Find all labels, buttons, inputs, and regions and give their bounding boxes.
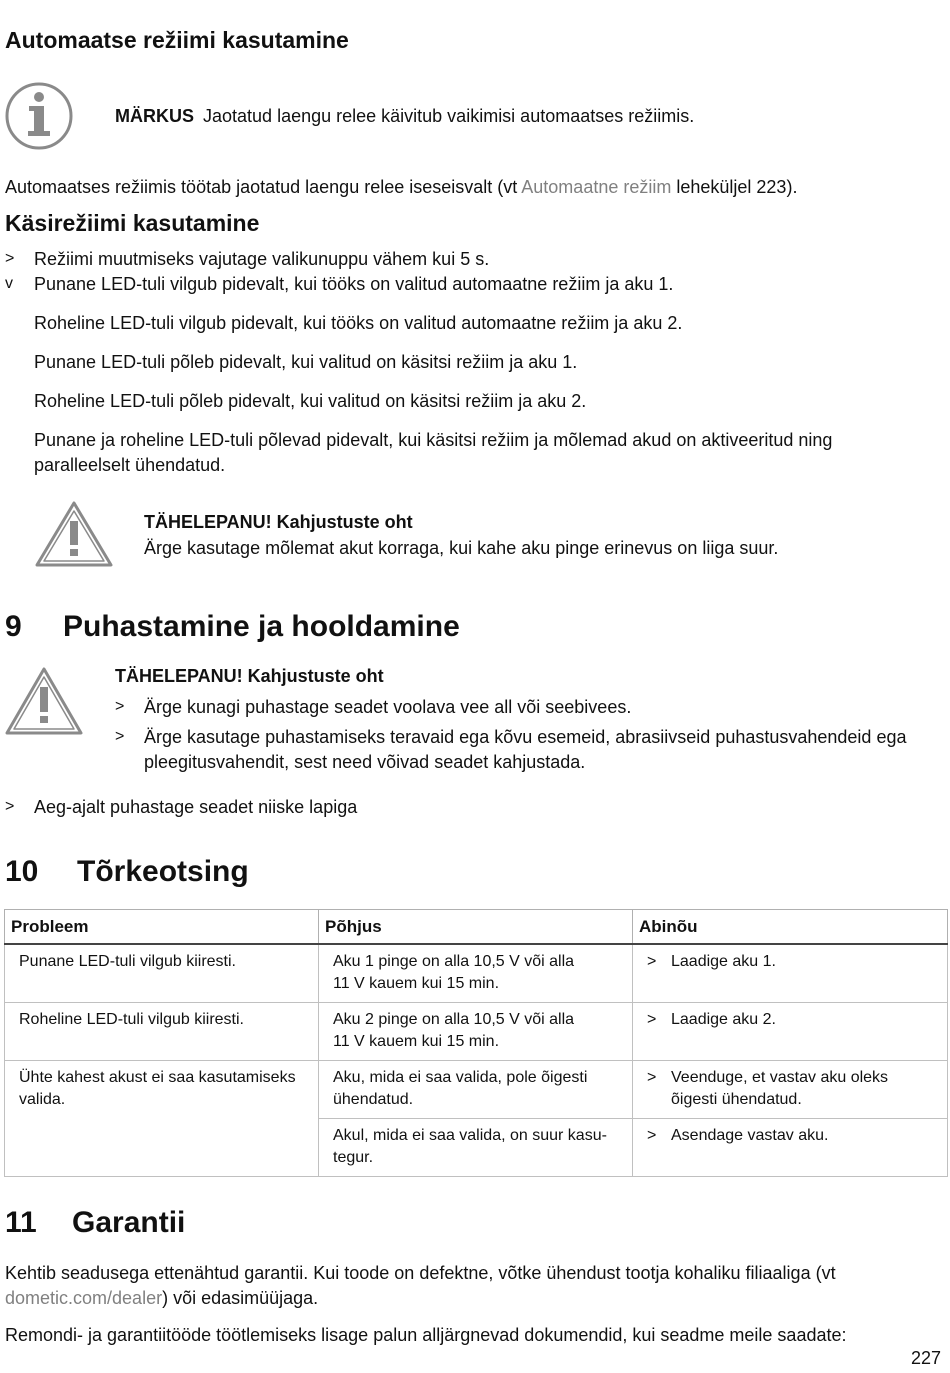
cause-line: 11 V kauem kui 15 min. <box>333 975 500 992</box>
troubleshooting-table <box>4 909 948 1177</box>
step-marker: > <box>5 250 15 267</box>
cause-line: Akul, mida ei saa valida, on suur kasu- <box>333 1127 607 1144</box>
chapter-title: Garantii <box>72 1206 186 1239</box>
column-header-problem: Probleem <box>5 910 319 945</box>
column-header-remedy: Abinõu <box>633 910 948 945</box>
chapter-number: 11 <box>5 1206 37 1239</box>
remedy-marker: > <box>647 1069 657 1086</box>
bullet-marker: > <box>115 728 125 745</box>
warranty-text-after: ) või edasimüüjaga. <box>162 1288 319 1308</box>
cause-cell <box>319 1061 633 1119</box>
warning-icon <box>3 665 85 737</box>
cause-line: Aku 1 pinge on alla 10,5 V või alla <box>333 953 575 970</box>
table-row <box>5 1003 948 1061</box>
result-item: Roheline LED-tuli vilgub pidevalt, kui tööks on valitud automaatne režiim ja aku 2. <box>34 313 683 333</box>
result-item: Punane LED-tuli vilgub pidevalt, kui tööks on valitud automaatne režiim ja aku 1. <box>34 274 674 294</box>
note-label: MÄRKUS <box>115 106 194 126</box>
dealer-link[interactable]: dometic.com/dealer <box>5 1288 163 1308</box>
column-header-cause: Põhjus <box>319 910 633 945</box>
cause-cell <box>319 1119 633 1177</box>
caution-item: Ärge kunagi puhastage seadet voolava vee all või seebivees. <box>144 697 632 717</box>
caution-item: Ärge kasutage puhastamiseks teravaid ega kõvu esemeid, abrasiivseid puhastusvahendeid ega <box>144 727 907 747</box>
warranty-paragraph-line: Kehtib seadusega ettenähtud garantii. Kui toode on defektne, võtke ühendust tootja kohaliku filiaaliga (vt <box>5 1263 836 1283</box>
remedy-cell <box>633 1119 948 1177</box>
cause-cell <box>319 1003 633 1061</box>
table-header-row <box>5 910 948 945</box>
info-icon <box>4 81 76 151</box>
remedy-marker: > <box>647 953 657 970</box>
problem-line: Ühte kahest akust ei saa kasutamiseks <box>19 1069 296 1086</box>
remedy-text: Laadige aku 2. <box>671 1011 776 1028</box>
cause-line: 11 V kauem kui 15 min. <box>333 1033 500 1050</box>
cause-cell <box>319 944 633 1003</box>
result-item-continued: paralleelselt ühendatud. <box>34 455 226 475</box>
caution-item-continued: pleegitusvahendit, sest need võivad seadet kahjustada. <box>144 752 586 772</box>
problem-cell: Punane LED-tuli vilgub kiiresti. <box>5 944 319 1003</box>
problem-cell: Roheline LED-tuli vilgub kiiresti. <box>5 1003 319 1061</box>
section-title-manual-mode: Käsirežiimi kasutamine <box>5 210 260 236</box>
cause-line: Aku 2 pinge on alla 10,5 V või alla <box>333 1011 575 1028</box>
result-item: Punane ja roheline LED-tuli põlevad pidevalt, kui käsitsi režiim ja mõlemad akud on aktiveeritud ning <box>34 430 833 450</box>
remedy-text: Asendage vastav aku. <box>671 1127 829 1144</box>
problem-line: valida. <box>19 1091 66 1108</box>
page-number: 227 <box>911 1348 942 1368</box>
remedy-cell <box>633 944 948 1003</box>
bullet-marker: > <box>115 698 125 715</box>
cause-line: tegur. <box>333 1149 374 1166</box>
remedy-text: Laadige aku 1. <box>671 953 776 970</box>
cause-line: Aku, mida ei saa valida, pole õigesti <box>333 1069 588 1086</box>
table-row <box>5 944 948 1003</box>
section-title-automatic-mode: Automaatse režiimi kasutamine <box>5 27 349 53</box>
cleaning-step: Aeg-ajalt puhastage seadet niiske lapiga <box>34 797 358 817</box>
warning-icon <box>33 499 115 569</box>
remedy-marker: > <box>647 1011 657 1028</box>
problem-cell <box>5 1061 319 1177</box>
auto-mode-text-after: leheküljel 223). <box>671 177 798 197</box>
note-text: Jaotatud laengu relee käivitub vaikimisi automaatses režiimis. <box>203 106 695 126</box>
chapter-number: 10 <box>5 855 39 888</box>
warranty-paragraph-line <box>5 1286 318 1310</box>
note <box>115 104 694 128</box>
remedy-marker: > <box>647 1127 657 1144</box>
auto-mode-link[interactable]: Automaatne režiim <box>521 177 672 197</box>
chapter-title: Tõrkeotsing <box>77 855 249 888</box>
remedy-cell <box>633 1003 948 1061</box>
warranty-documents-paragraph: Remondi- ja garantiitööde töötlemiseks lisage palun alljärgnevad dokumendid, kui seadme meile saadate: <box>5 1325 847 1345</box>
result-item: Roheline LED-tuli põleb pidevalt, kui valitud on käsitsi režiim ja aku 2. <box>34 391 587 411</box>
cause-line: ühendatud. <box>333 1091 414 1108</box>
remedy-line: õigesti ühendatud. <box>671 1091 802 1108</box>
auto-mode-paragraph <box>5 175 797 199</box>
caution-title: TÄHELEPANU! Kahjustuste oht <box>115 666 384 686</box>
chapter-title: Puhastamine ja hooldamine <box>63 610 460 643</box>
chapter-number: 9 <box>5 610 22 643</box>
result-marker: v <box>5 275 13 292</box>
auto-mode-text-before: Automaatses režiimis töötab jaotatud laengu relee iseseisvalt (vt <box>5 177 522 197</box>
caution-text: Ärge kasutage mõlemat akut korraga, kui kahe aku pinge erinevus on liiga suur. <box>144 538 779 558</box>
remedy-cell <box>633 1061 948 1119</box>
caution-title: TÄHELEPANU! Kahjustuste oht <box>144 512 413 532</box>
table-row <box>5 1061 948 1119</box>
step-marker: > <box>5 798 15 815</box>
result-item: Punane LED-tuli põleb pidevalt, kui valitud on käsitsi režiim ja aku 1. <box>34 352 578 372</box>
remedy-line: Veenduge, et vastav aku oleks <box>671 1069 889 1086</box>
manual-step: Režiimi muutmiseks vajutage valikunuppu vähem kui 5 s. <box>34 249 490 269</box>
